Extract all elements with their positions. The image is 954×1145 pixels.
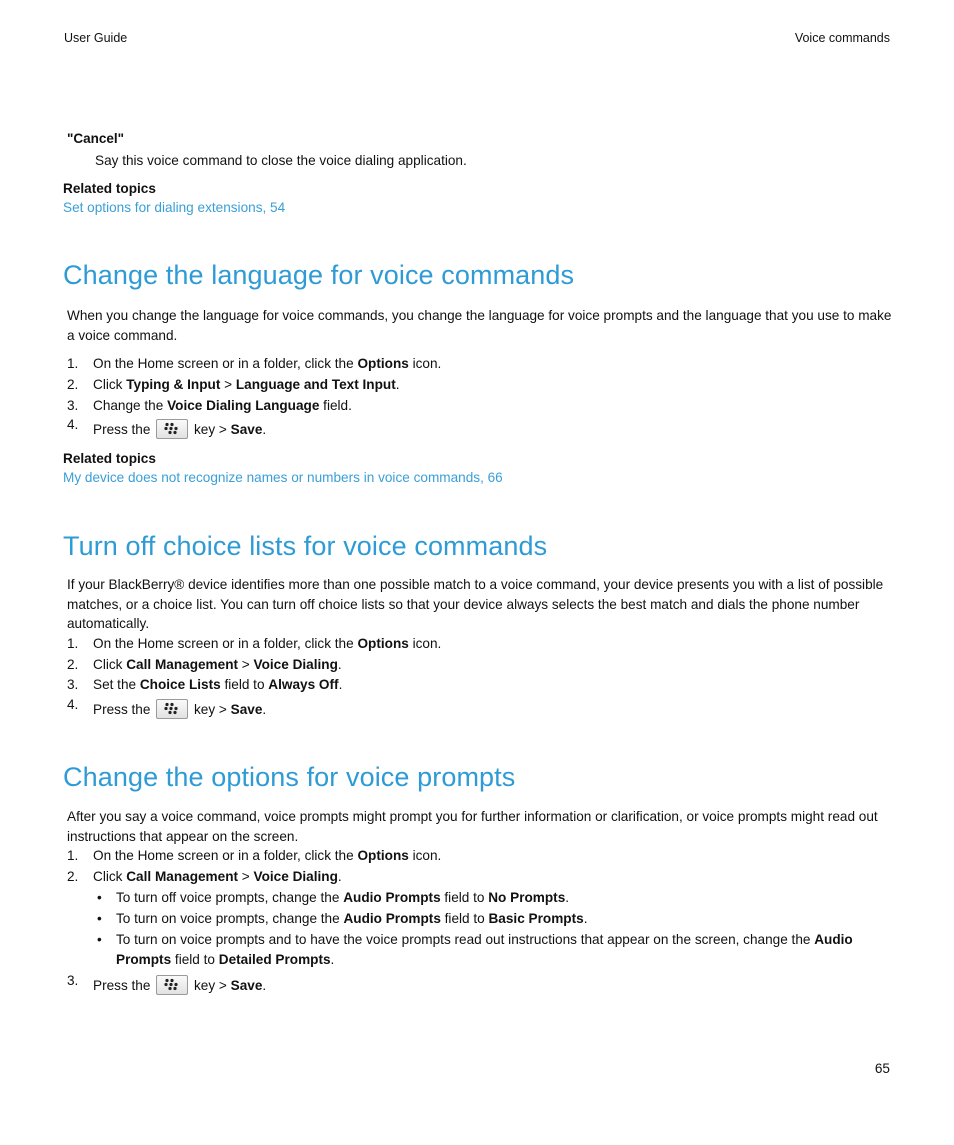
- running-header-left: User Guide: [64, 31, 128, 45]
- page-number: 65: [874, 1061, 890, 1076]
- related-topic-link[interactable]: My device does not recognize names or numbers in voice commands, 66: [63, 470, 503, 485]
- section-intro: After you say a voice command, voice prompts might prompt you for further information or clarification, or voice prompts might read out instructions that appear on the screen.: [67, 809, 878, 844]
- related-topics-heading: Related topics: [63, 451, 156, 466]
- blackberry-menu-key-icon: [156, 419, 188, 439]
- related-topics-heading: Related topics: [63, 181, 156, 196]
- command-term: "Cancel": [67, 131, 125, 146]
- blackberry-menu-key-icon: [156, 699, 188, 719]
- section-title: Change the options for voice prompts: [63, 762, 516, 792]
- section-intro: When you change the language for voice commands, you change the language for voice prompts and the language that you use to make a voice command.: [67, 308, 892, 343]
- steps-list: 1. On the Home screen or in a folder, click the Options icon. 2. Click Call Management > Voice Dialing. • To turn off voice prompts, change the Audio Prompts field to No Prompts. • To turn on voice prompts, change the Audio Prompts field to Basic Prompts. • To turn on voice prompts and to have the voice prompts read out instructions that appear on the screen, change the Audio Prompts field to Detailed Prompts. 3. Press the key > Save.: [67, 848, 853, 993]
- running-header-right: Voice commands: [794, 31, 890, 45]
- section-title: Turn off choice lists for voice commands: [63, 531, 548, 561]
- section-intro: If your BlackBerry® device identifies more than one possible match to a voice command, your device presents you with a list of possible matches, or a choice list. You can turn off choice lists so that your device always selects the best match and dials the phone number automatically.: [67, 577, 884, 631]
- section-title: Change the language for voice commands: [63, 260, 575, 290]
- steps-list: 1. On the Home screen or in a folder, click the Options icon. 2. Click Typing & Input > Language and Text Input. 3. Change the Voice Dialing Language field. 4. Press the key > Save.: [67, 356, 442, 437]
- command-description: Say this voice command to close the voice dialing application.: [95, 153, 467, 168]
- blackberry-menu-key-icon: [156, 975, 188, 995]
- related-topic-link[interactable]: Set options for dialing extensions, 54: [63, 200, 286, 215]
- steps-list: 1. On the Home screen or in a folder, click the Options icon. 2. Click Call Management > Voice Dialing. 3. Set the Choice Lists field to Always Off. 4. Press the key > Save.: [67, 636, 442, 717]
